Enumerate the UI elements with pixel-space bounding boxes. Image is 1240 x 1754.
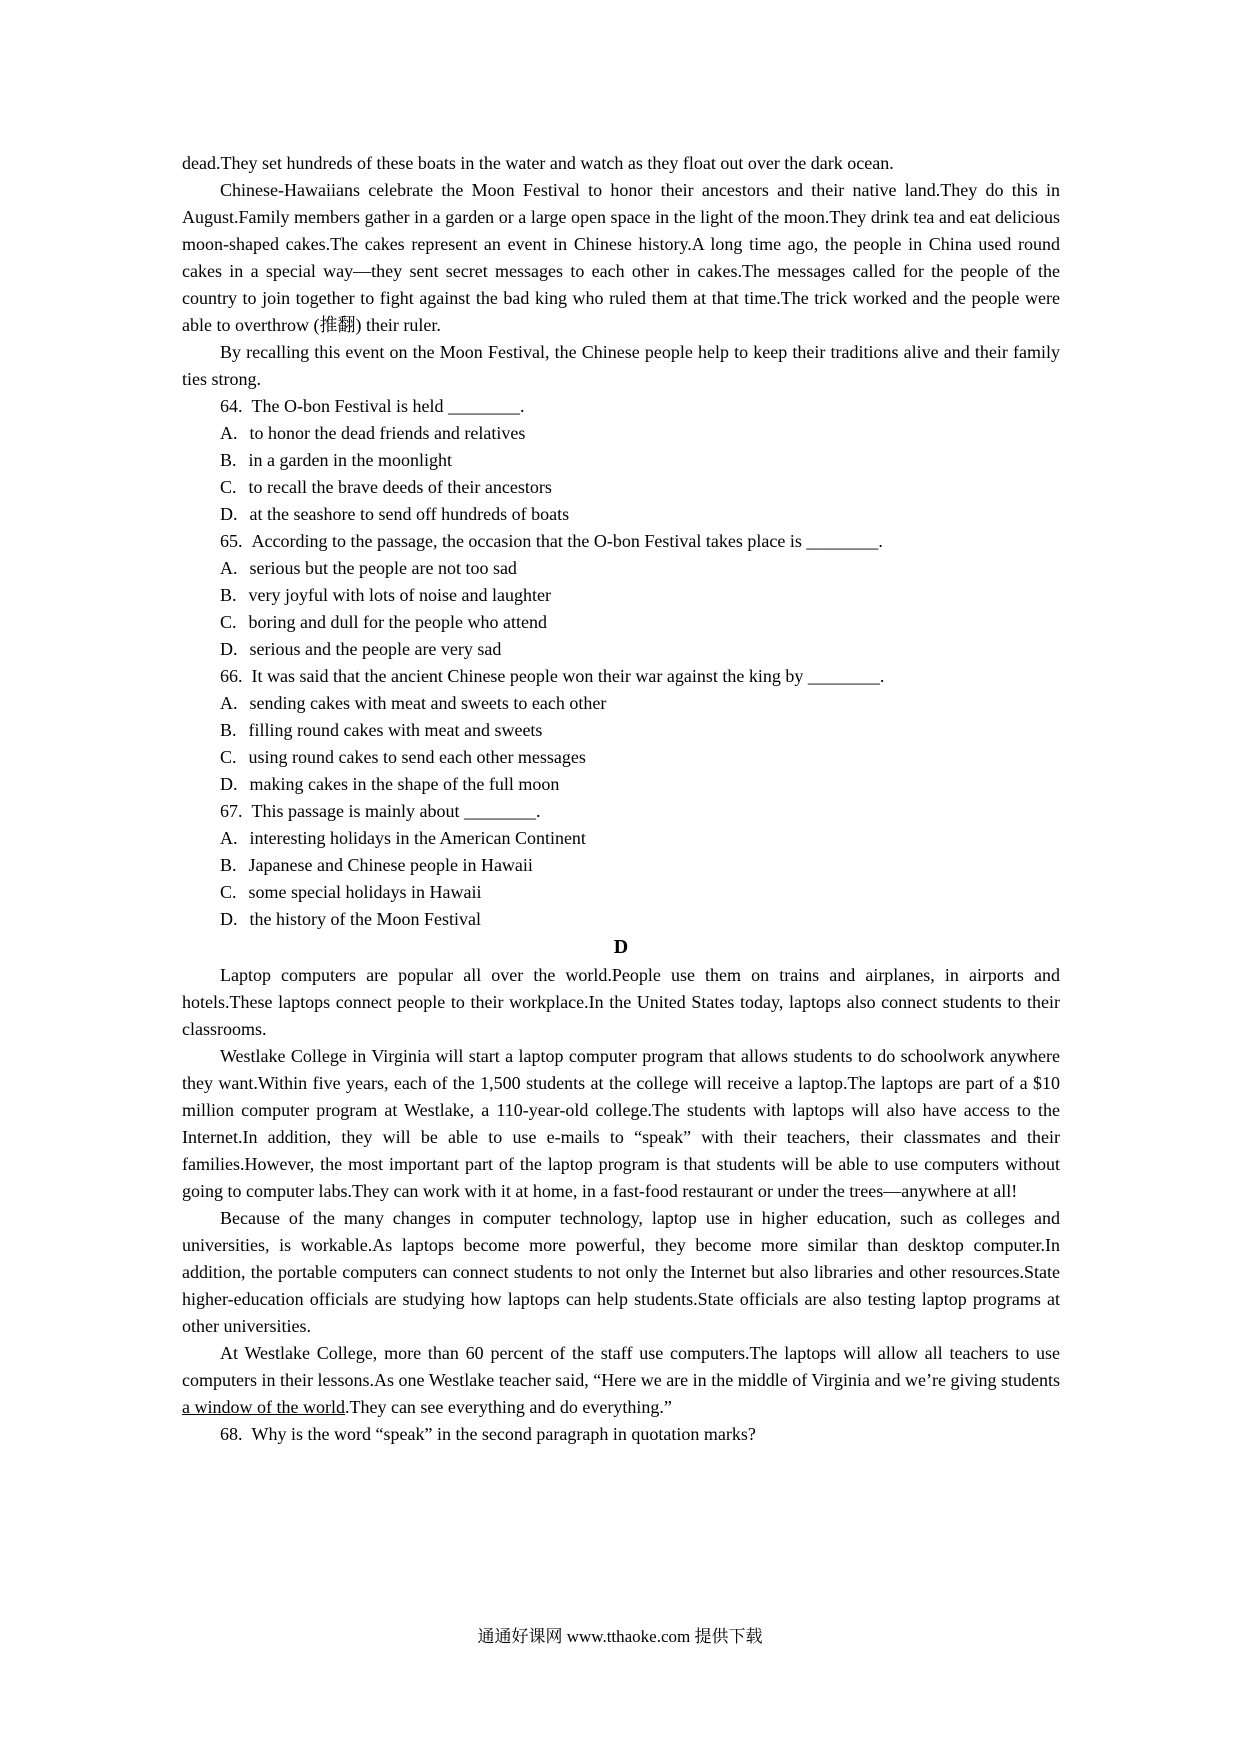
option-text: interesting holidays in the American Continent (249, 828, 586, 848)
option-text: serious but the people are not too sad (249, 558, 517, 578)
option-label: D. (220, 639, 238, 659)
underlined-phrase: a window of the world (182, 1397, 345, 1417)
question-64 (182, 393, 1060, 528)
passage-d-paragraph-westlake: Westlake College in Virginia will start a laptop computer program that allows students to do schoolwork anywhere they want.Within five years, each of the 1,500 students at the college will receive a laptop.The laptops are part of a $10 million computer program at Westlake, a 110-year-old college.The students with laptops will also have access to the Internet.In addition, they will be able to use e-mails to “speak” with their teachers, their classmates and their families.However, the most important part of the laptop program is that students will be able to use computers without going to computer labs.They can work with it at home, in a fast-food restaurant or under the trees—anywhere at all! (182, 1046, 1060, 1201)
option-label: B. (220, 585, 237, 605)
question-66-number: 66. (220, 666, 243, 686)
question-65-text: According to the passage, the occasion that the O-bon Festival takes place is ________. (251, 531, 883, 551)
question-64-text: The O-bon Festival is held ________. (251, 396, 525, 416)
question-64-option-c (182, 474, 1060, 501)
option-label: A. (220, 693, 238, 713)
passage-c-paragraph-recalling: By recalling this event on the Moon Festival, the Chinese people help to keep their traditions alive and their family ties strong. (182, 342, 1060, 389)
option-label: A. (220, 558, 238, 578)
question-66-stem (182, 663, 1060, 690)
question-67-option-c (182, 879, 1060, 906)
option-label: B. (220, 450, 237, 470)
question-66-text: It was said that the ancient Chinese people won their war against the king by ________. (251, 666, 885, 686)
question-67-text: This passage is mainly about ________. (251, 801, 541, 821)
question-64-option-b (182, 447, 1060, 474)
question-67-option-b (182, 852, 1060, 879)
option-label: D. (220, 909, 238, 929)
question-66-option-c (182, 744, 1060, 771)
question-65 (182, 528, 1060, 663)
option-label: B. (220, 720, 237, 740)
question-68-number: 68. (220, 1424, 243, 1444)
question-65-stem (182, 528, 1060, 555)
option-text: very joyful with lots of noise and laughter (248, 585, 551, 605)
question-64-option-a (182, 420, 1060, 447)
footer-watermark: 通通好课网 www.tthaoke.com 提供下载 (477, 1627, 763, 1646)
question-65-option-a (182, 555, 1060, 582)
option-text: boring and dull for the people who attend (248, 612, 547, 632)
option-text: some special holidays in Hawaii (248, 882, 482, 902)
question-66-option-a (182, 690, 1060, 717)
option-label: A. (220, 423, 238, 443)
document-body (182, 150, 1060, 1448)
question-67-number: 67. (220, 801, 243, 821)
passage-d-paragraph-changes: Because of the many changes in computer technology, laptop use in higher education, such as colleges and universities, is workable.As laptops become more powerful, they become more similar than desktop computer.In addition, the portable computers can connect students to not only the Internet but also libraries and other resources.State higher-education officials are studying how laptops can help students.State officials are also testing laptop programs at other universities. (182, 1208, 1060, 1336)
option-label: C. (220, 882, 237, 902)
question-65-option-d (182, 636, 1060, 663)
option-label: D. (220, 774, 238, 794)
question-65-number: 65. (220, 531, 243, 551)
passage-d-paragraph-quote (182, 1340, 1060, 1421)
passage-c-continuation-line: dead.They set hundreds of these boats in the water and watch as they float out over the dark ocean. (182, 153, 894, 173)
option-text: using round cakes to send each other messages (248, 747, 586, 767)
quote-text-after: .They can see everything and do everything.” (344, 1397, 672, 1417)
question-65-option-b (182, 582, 1060, 609)
option-text: in a garden in the moonlight (248, 450, 452, 470)
passage-d-heading: D (613, 936, 629, 958)
option-text: to honor the dead friends and relatives (249, 423, 526, 443)
question-67-option-d (182, 906, 1060, 933)
question-64-option-d (182, 501, 1060, 528)
option-text: Japanese and Chinese people in Hawaii (248, 855, 533, 875)
option-text: sending cakes with meat and sweets to each other (249, 693, 607, 713)
question-64-stem (182, 393, 1060, 420)
question-68-stem (182, 1421, 1060, 1448)
option-text: at the seashore to send off hundreds of boats (249, 504, 570, 524)
question-65-option-c (182, 609, 1060, 636)
question-66-option-d (182, 771, 1060, 798)
option-text: filling round cakes with meat and sweets (248, 720, 543, 740)
option-text: making cakes in the shape of the full moon (249, 774, 560, 794)
option-text: the history of the Moon Festival (249, 909, 481, 929)
passage-c-paragraph-moon-festival: Chinese-Hawaiians celebrate the Moon Festival to honor their ancestors and their native land.They do this in August.Family members gather in a garden or a large open space in the light of the moon.They drink tea and eat delicious moon-shaped cakes.The cakes represent an event in Chinese history.A long time ago, the people in China used round cakes in a special way—they sent secret messages to each other in cakes.The messages called for the people of the country to join together to fight against the bad king who ruled them at that time.The trick worked and the people were able to overthrow (推翻) their ruler. (182, 180, 1060, 335)
question-67-stem (182, 798, 1060, 825)
question-66-option-b (182, 717, 1060, 744)
question-67-option-a (182, 825, 1060, 852)
option-text: serious and the people are very sad (249, 639, 502, 659)
question-66 (182, 663, 1060, 798)
quote-text-before: At Westlake College, more than 60 percent of the staff use computers.The laptops will allow all teachers to use computers in their lessons.As one Westlake teacher said, “Here we are in the middle of Virginia and we’re giving students (182, 1343, 1060, 1390)
question-64-number: 64. (220, 396, 243, 416)
option-label: C. (220, 612, 237, 632)
question-68-text: Why is the word “speak” in the second paragraph in quotation marks? (251, 1424, 756, 1444)
passage-d-paragraph-intro: Laptop computers are popular all over the world.People use them on trains and airplanes, in airports and hotels.These laptops connect people to their workplace.In the United States today, laptops also connect students to their classrooms. (182, 965, 1060, 1039)
option-label: A. (220, 828, 238, 848)
option-text: to recall the brave deeds of their ancestors (248, 477, 552, 497)
option-label: C. (220, 477, 237, 497)
question-67 (182, 798, 1060, 933)
option-label: B. (220, 855, 237, 875)
option-label: C. (220, 747, 237, 767)
option-label: D. (220, 504, 238, 524)
